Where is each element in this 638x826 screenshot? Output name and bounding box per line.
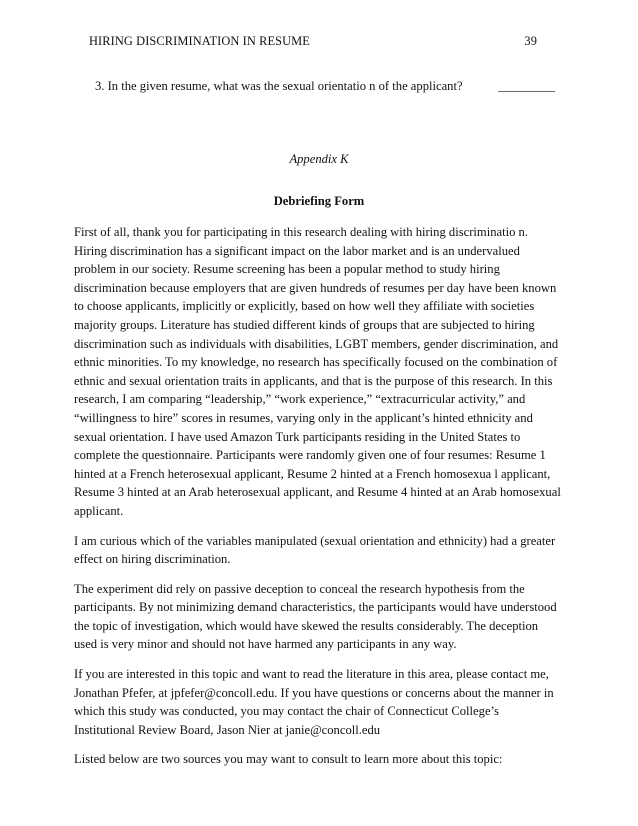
body-text (74, 223, 562, 778)
paragraph-deception: The experiment did rely on passive deception to conceal the research hypothesis from the participants. By not minimizing demand characteristics, the participants would have understood the topic of investigation, which would have skewed the results considerably. The deception used is very minor and should not have harmed any participants in any way. (74, 581, 557, 652)
paragraph-sources: Listed below are two sources you may want to consult to learn more about this topic: (74, 752, 503, 767)
page-number: 39 (524, 34, 537, 48)
paragraph-curious: I am curious which of the variables manipulated (sexual orientation and ethnicity) had a greater effect on hiring discrimination. (74, 533, 556, 567)
running-head (89, 34, 537, 49)
appendix-label: Appendix K (289, 152, 349, 166)
answer-blank: _________ (498, 79, 555, 93)
paragraph-contact: If you are interested in this topic and want to read the literature in this area, please contact me, Jonathan Pfefer, at jpfefer@concoll.edu. If you have questions or concerns about the manner in which this study was conducted, you may contact the chair of Connecticut College’s Institutional Review Board, Jason Nier at janie@concoll.edu (74, 667, 554, 737)
running-title: HIRING DISCRIMINATION IN RESUME (89, 34, 310, 48)
question-text: 3. In the given resume, what was the sexual orientatio n of the applicant? (95, 79, 463, 93)
form-title: Debriefing Form (273, 194, 365, 208)
survey-question (95, 79, 555, 94)
paragraph-intro: First of all, thank you for participating in this research dealing with hiring discriminatio n. Hiring discrimination has a significant impact on the labor market and is an undervalued problem in our society. Resume screening has been a popular method to study hiring discrimination because employers that are given hundreds of resumes per day have been known to choose applicants, implicitly or explicitly, based on how well they affiliate with societies majority groups. Literature has studied different kinds of groups that are subjected to hiring discrimination such as individuals with disabilities, LGBT members, gender discrimination, and ethnic minorities. To my knowledge, no research has specifically focused on the combination of ethnic and sexual orientation traits in applicants, and that is the purpose of this research. In this research, I am comparing “leadership,” “work experience,” “extracurricular activity,” and “willingness to hire” scores in resumes, varying only in the applicant’s hinted ethnicity and sexual orientation. I have used Amazon Turk participants residing in the United States to complete the questionnaire. Participants were randomly given one of four resumes: Resume 1 hinted at a French heterosexual applicant, Resume 2 hinted at a French homosexua l applicant, Resume 3 hinted at an Arab heterosexual applicant, and Resume 4 hinted at an Arab homosexual applicant. (74, 225, 561, 518)
